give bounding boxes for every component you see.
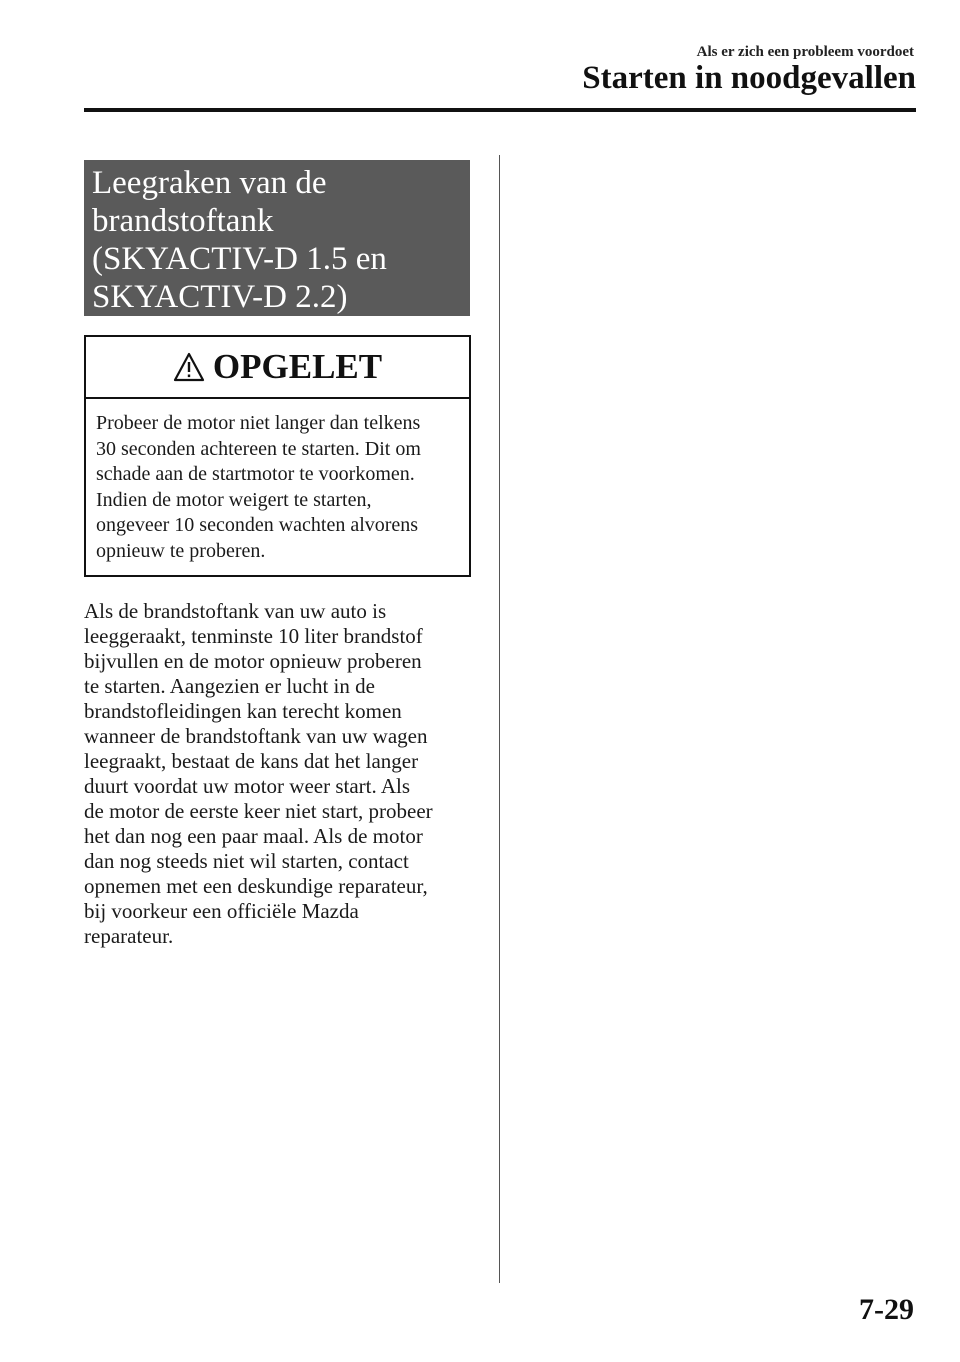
body-line: dan nog steeds niet wil starten, contact [84,849,409,873]
body-line: opnemen met een deskundige reparateur, [84,874,428,898]
section-title-line: (SKYACTIV-D 1.5 en [92,241,387,277]
body-line: reparateur. [84,924,174,948]
caution-line: Probeer de motor niet langer dan telkens [96,412,421,434]
body-text [84,599,484,949]
body-line: bijvullen en de motor opnieuw proberen [84,649,422,673]
caution-line: 30 seconden achtereen te starten. Dit om [96,437,421,460]
body-line: bij voorkeur een officiële Mazda [84,899,359,923]
page-number: 7-29 [859,1293,914,1326]
body-line: leegraakt, bestaat de kans dat het langer [84,749,419,773]
section-title [84,160,470,316]
body-line: Als de brandstoftank van uw auto is [84,599,387,623]
caution-line: schade aan de startmotor te voorkomen. [96,463,415,485]
section-header: Starten in noodgevallen [582,60,916,96]
chapter-header: Als er zich een probleem voordoet [696,44,914,60]
warning-triangle-icon [173,352,205,382]
section-title-line: brandstoftank [92,203,274,239]
caution-label: OPGELET [212,347,383,386]
body-line: brandstofleidingen kan terecht komen [84,699,402,723]
section-title-line: SKYACTIV-D 2.2) [92,279,348,315]
caution-body [86,399,469,564]
section-title-line: Leegraken van de [92,165,327,201]
body-line: de motor de eerste keer niet start, probeer [84,799,433,823]
caution-box [84,335,471,577]
caution-line: Indien de motor weigert te starten, [96,488,372,511]
header-rule [84,108,916,112]
body-line: het dan nog een paar maal. Als de motor [84,824,423,848]
caution-header [86,337,469,399]
body-line: duurt voordat uw motor weer start. Als [84,774,411,798]
body-line: leeggeraakt, tenminste 10 liter brandstof [84,624,423,648]
column-divider [499,155,500,1283]
body-line: te starten. Aangezien er lucht in de [84,674,375,698]
caution-line: ongeveer 10 seconden wachten alvorens [96,514,419,536]
body-line: wanneer de brandstoftank van uw wagen [84,724,428,748]
caution-line: opnieuw te proberen. [96,539,266,562]
